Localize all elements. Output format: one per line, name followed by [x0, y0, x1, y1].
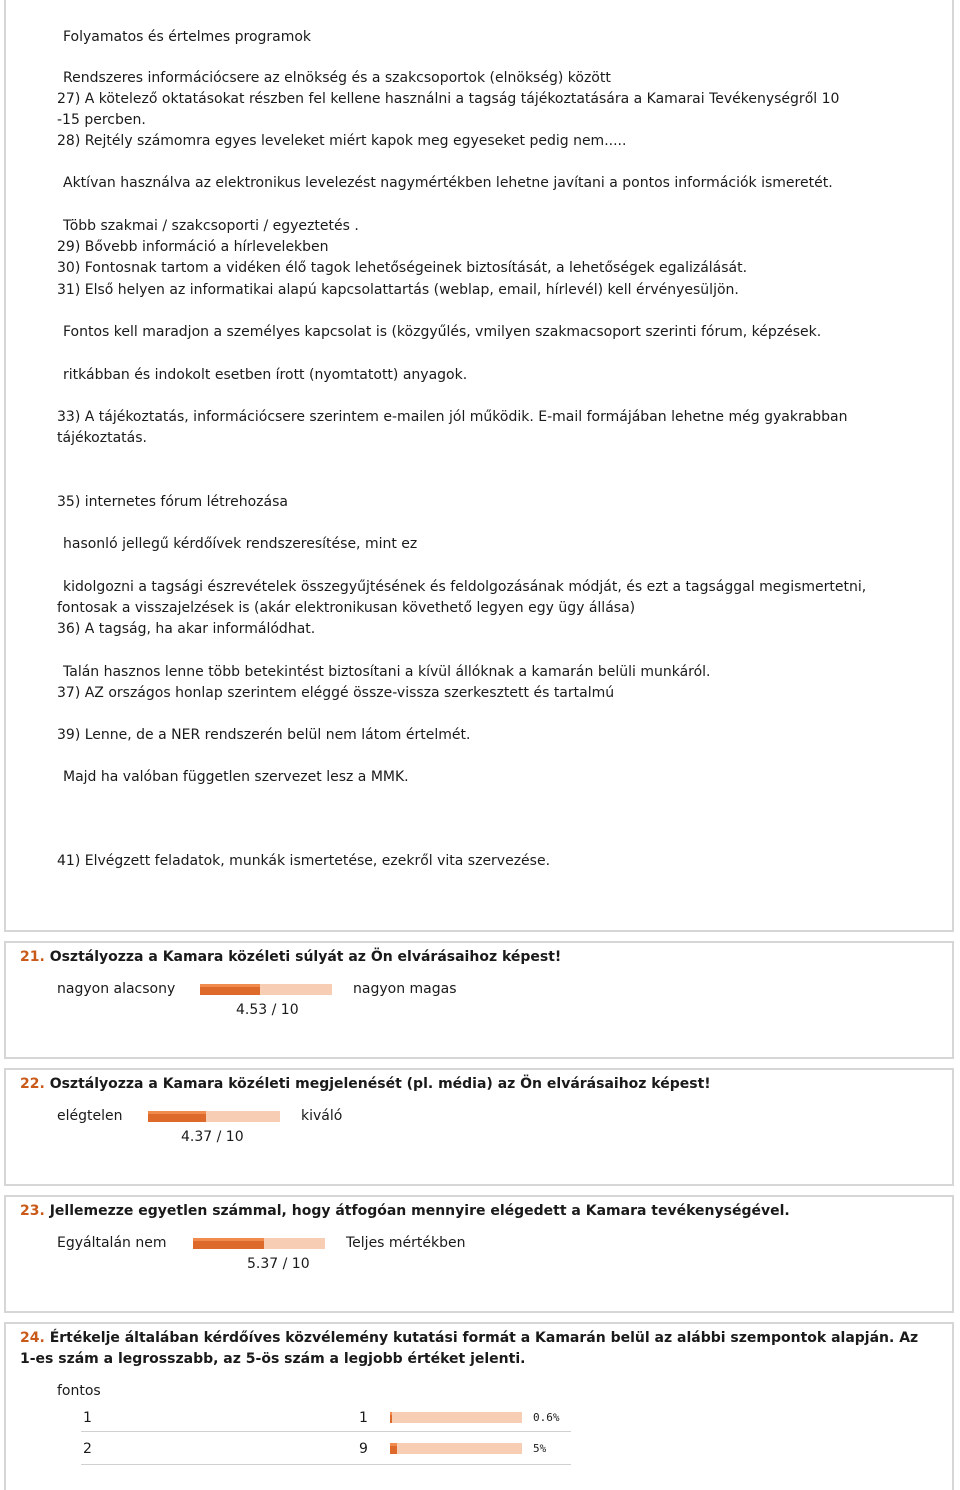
question-text: Osztályozza a Kamara közéleti megjelenését (pl. média) az Ön elvárásaihoz képest!	[49, 1076, 711, 1092]
answer-text: kidolgozni a tagsági észrevételek összegyűjtésének és feldolgozásának módját, és ezt a tagsággal megismertetni,	[63, 579, 867, 595]
answer-text: fontosak a visszajelzések is (akár elektronikusan követhető legyen egy ügy állása)	[57, 600, 636, 616]
rating-bar-fill	[200, 984, 260, 995]
answer-text: Majd ha valóban független szervezet lesz a MMK.	[63, 769, 409, 785]
scale-left-label: elégtelen	[57, 1108, 123, 1124]
rating-bar	[148, 1111, 280, 1122]
answer-text: 35) internetes fórum létrehozása	[57, 494, 288, 510]
question-title	[20, 1201, 790, 1221]
answer-text: ritkábban és indokolt esetben írott (nyomtatott) anyagok.	[63, 367, 468, 383]
rating-bar-fill	[193, 1238, 264, 1249]
rating-bar-fill	[148, 1111, 206, 1122]
question-text-continued: 1-es szám a legrosszabb, az 5-ös szám a legjobb értéket jelenti.	[20, 1351, 526, 1367]
answer-text: Folyamatos és értelmes programok	[63, 29, 312, 45]
scale-left-label: Egyáltalán nem	[57, 1235, 167, 1251]
scale-left-label: nagyon alacsony	[57, 981, 176, 997]
question-text: Osztályozza a Kamara közéleti súlyát az Ön elvárásaihoz képest!	[49, 949, 562, 965]
answer-text: 41) Elvégzett feladatok, munkák ismertetése, ezekről vita szervezése.	[57, 853, 551, 869]
distribution-bar	[390, 1443, 522, 1454]
answer-text: 28) Rejtély számomra egyes leveleket miért kapok meg egyeseket pedig nem.....	[57, 133, 627, 149]
answer-text: 29) Bővebb információ a hírlevelekben	[57, 239, 329, 255]
question-title	[20, 947, 561, 967]
answer-text: 27) A kötelező oktatásokat részben fel kellene használni a tagság tájékoztatására a Kamarai Tevékenységről 10	[57, 91, 840, 107]
answer-text: hasonló jellegű kérdőívek rendszeresítése, mint ez	[63, 536, 418, 552]
question-text: Értékelje általában kérdőíves közvélemény kutatási formát a Kamarán belül az alábbi szempontok alapján. Az	[49, 1330, 919, 1346]
answer-text: -15 percben.	[57, 112, 146, 128]
criterion-heading: fontos	[57, 1383, 101, 1399]
answer-text: 39) Lenne, de a NER rendszerén belül nem látom értelmét.	[57, 727, 471, 743]
table-divider	[81, 1431, 571, 1432]
answer-text: Rendszeres információcsere az elnökség és a szakcsoportok (elnökség) között	[63, 70, 611, 86]
average-score: 5.37 / 10	[247, 1256, 310, 1272]
response-percent: 5%	[533, 1442, 547, 1455]
scale-right-label: nagyon magas	[353, 981, 457, 997]
response-percent: 0.6%	[533, 1411, 560, 1424]
answer-text: Aktívan használva az elektronikus levelezést nagymértékben lehetne javítani a pontos információk ismeretét.	[63, 175, 833, 191]
rating-value: 1	[83, 1410, 92, 1426]
question-number: 23.	[20, 1203, 45, 1219]
question-title	[20, 1328, 918, 1348]
distribution-bar-fill	[390, 1443, 397, 1454]
scale-right-label: Teljes mértékben	[346, 1235, 466, 1251]
answer-text: Talán hasznos lenne több betekintést biztosítani a kívül állóknak a kamarán belüli munkáról.	[63, 664, 711, 680]
answer-text: 37) AZ országos honlap szerintem eléggé össze-vissza szerkesztett és tartalmú	[57, 685, 615, 701]
question-title	[20, 1074, 711, 1094]
answer-text: Több szakmai / szakcsoporti / egyeztetés .	[63, 218, 359, 234]
answer-text: tájékoztatás.	[57, 430, 147, 446]
rating-value: 2	[83, 1441, 92, 1457]
question-number: 24.	[20, 1330, 45, 1346]
table-divider	[81, 1464, 571, 1465]
distribution-bar-fill	[390, 1412, 392, 1423]
answer-text: 33) A tájékoztatás, információcsere szerintem e-mailen jól működik. E-mail formájában lehetne még gyakrabban	[57, 409, 848, 425]
scale-right-label: kiváló	[301, 1108, 343, 1124]
answer-text: 36) A tagság, ha akar informálódhat.	[57, 621, 316, 637]
distribution-bar	[390, 1412, 522, 1423]
question-number: 21.	[20, 949, 45, 965]
response-count: 9	[359, 1441, 368, 1457]
response-count: 1	[359, 1410, 368, 1426]
rating-bar	[193, 1238, 325, 1249]
average-score: 4.37 / 10	[181, 1129, 244, 1145]
answer-text: 31) Első helyen az informatikai alapú kapcsolattartás (weblap, email, hírlevél) kell érvényesüljön.	[57, 282, 739, 298]
average-score: 4.53 / 10	[236, 1002, 299, 1018]
answer-text: Fontos kell maradjon a személyes kapcsolat is (közgyűlés, vmilyen szakmacsoport szerinti fórum, képzések.	[63, 324, 822, 340]
question-number: 22.	[20, 1076, 45, 1092]
rating-bar	[200, 984, 332, 995]
answer-text: 30) Fontosnak tartom a vidéken élő tagok lehetőségeinek biztosítását, a lehetőségek egalizálását.	[57, 260, 748, 276]
question-text: Jellemezze egyetlen számmal, hogy átfogóan mennyire elégedett a Kamara tevékenységével.	[49, 1203, 790, 1219]
